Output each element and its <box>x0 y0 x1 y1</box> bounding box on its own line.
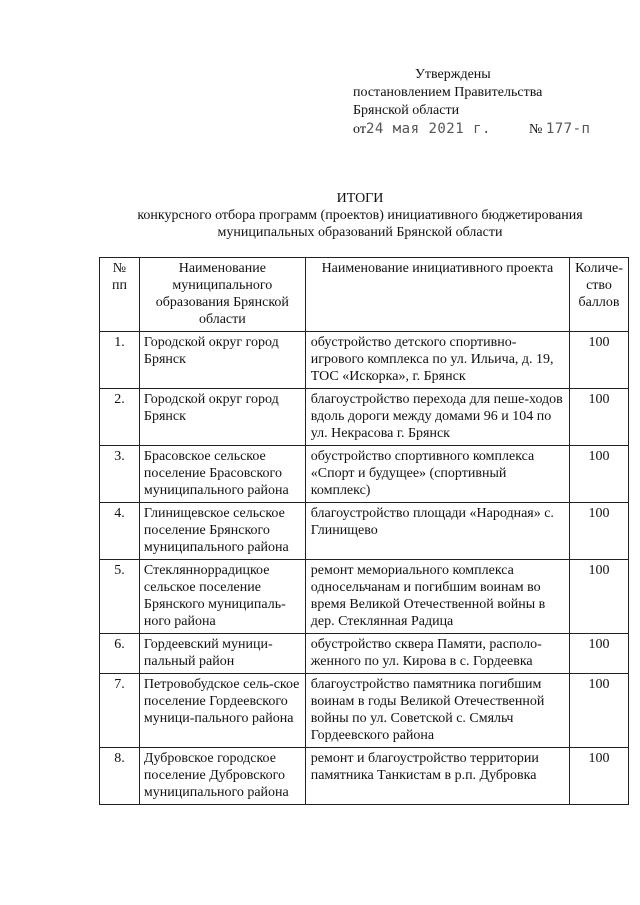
row-score: 100 <box>570 674 629 748</box>
row-num: 1. <box>100 332 140 389</box>
results-table <box>99 257 629 805</box>
approval-line-1: Утверждены <box>415 67 491 82</box>
row-project: ремонт и благоустройство территории памятника Танкистам в р.п. Дубровка <box>305 748 569 805</box>
row-municipality: Глинищевское сельское поселение Брянского муниципального района <box>139 503 305 560</box>
row-municipality: Городской округ город Брянск <box>139 332 305 389</box>
row-project: обустройство сквера Памяти, располо-женного по ул. Кирова в с. Гордеевка <box>305 634 569 674</box>
table-row <box>100 389 629 446</box>
table-row <box>100 446 629 503</box>
table-row <box>100 748 629 805</box>
row-municipality: Брасовское сельское поселение Брасовского муниципального района <box>139 446 305 503</box>
row-municipality: Дубровское городское поселение Дубровского муниципального района <box>139 748 305 805</box>
row-municipality: Городской округ город Брянск <box>139 389 305 446</box>
date-value: 24 мая 2021 г. <box>365 121 491 137</box>
row-score: 100 <box>570 560 629 634</box>
document-title <box>80 190 640 241</box>
row-num: 6. <box>100 634 140 674</box>
row-score: 100 <box>570 332 629 389</box>
number-value: 177-п <box>545 121 591 137</box>
row-project: благоустройство перехода для пеше-ходов вдоль дороги между домами 96 и 104 по ул. Некрасова г. Брянск <box>305 389 569 446</box>
title-heading: ИТОГИ <box>336 191 384 206</box>
table-row <box>100 674 629 748</box>
table-header-row <box>100 258 629 332</box>
approval-date-line <box>353 120 590 139</box>
approval-line-2: постановлением Правительства <box>353 85 543 100</box>
row-score: 100 <box>570 446 629 503</box>
title-line-2: конкурсного отбора программ (проектов) инициативного бюджетирования <box>137 208 583 223</box>
row-project: благоустройство памятника погибшим воинам в годы Великой Отечественной войны по ул. Советской с. Смяльч Гордеевского района <box>305 674 569 748</box>
approval-block <box>353 66 590 139</box>
row-municipality: Стеклянноррадицкое сельское поселение Брянского муниципаль-ного района <box>139 560 305 634</box>
row-num: 5. <box>100 560 140 634</box>
table-row <box>100 560 629 634</box>
header-score: Количе-ство баллов <box>570 258 629 332</box>
header-municipality: Наименование муниципального образования Брянской области <box>139 258 305 332</box>
row-num: 8. <box>100 748 140 805</box>
header-project: Наименование инициативного проекта <box>305 258 569 332</box>
row-municipality: Гордеевский муници-пальный район <box>139 634 305 674</box>
row-num: 3. <box>100 446 140 503</box>
header-num: № пп <box>100 258 140 332</box>
row-project: обустройство спортивного комплекса «Спорт и будущее» (спортивный комплекс) <box>305 446 569 503</box>
row-score: 100 <box>570 634 629 674</box>
number-prefix: № <box>528 122 543 137</box>
row-score: 100 <box>570 389 629 446</box>
row-municipality: Петровобудское сель-ское поселение Гордеевского муници-пального района <box>139 674 305 748</box>
table-row <box>100 634 629 674</box>
title-line-3: муниципальных образований Брянской области <box>217 225 503 240</box>
row-num: 2. <box>100 389 140 446</box>
row-num: 7. <box>100 674 140 748</box>
table-row <box>100 332 629 389</box>
row-project: благоустройство площади «Народная» с. Глинищево <box>305 503 569 560</box>
row-score: 100 <box>570 503 629 560</box>
row-score: 100 <box>570 748 629 805</box>
row-project: ремонт мемориального комплекса односельчанам и погибшим воинам во время Великой Отечественной войны в дер. Стеклянная Радица <box>305 560 569 634</box>
row-project: обустройство детского спортивно-игрового комплекса по ул. Ильича, д. 19, ТОС «Искорка», г. Брянск <box>305 332 569 389</box>
table-row <box>100 503 629 560</box>
date-prefix: от <box>353 122 366 137</box>
row-num: 4. <box>100 503 140 560</box>
approval-line-3: Брянской области <box>353 103 460 118</box>
